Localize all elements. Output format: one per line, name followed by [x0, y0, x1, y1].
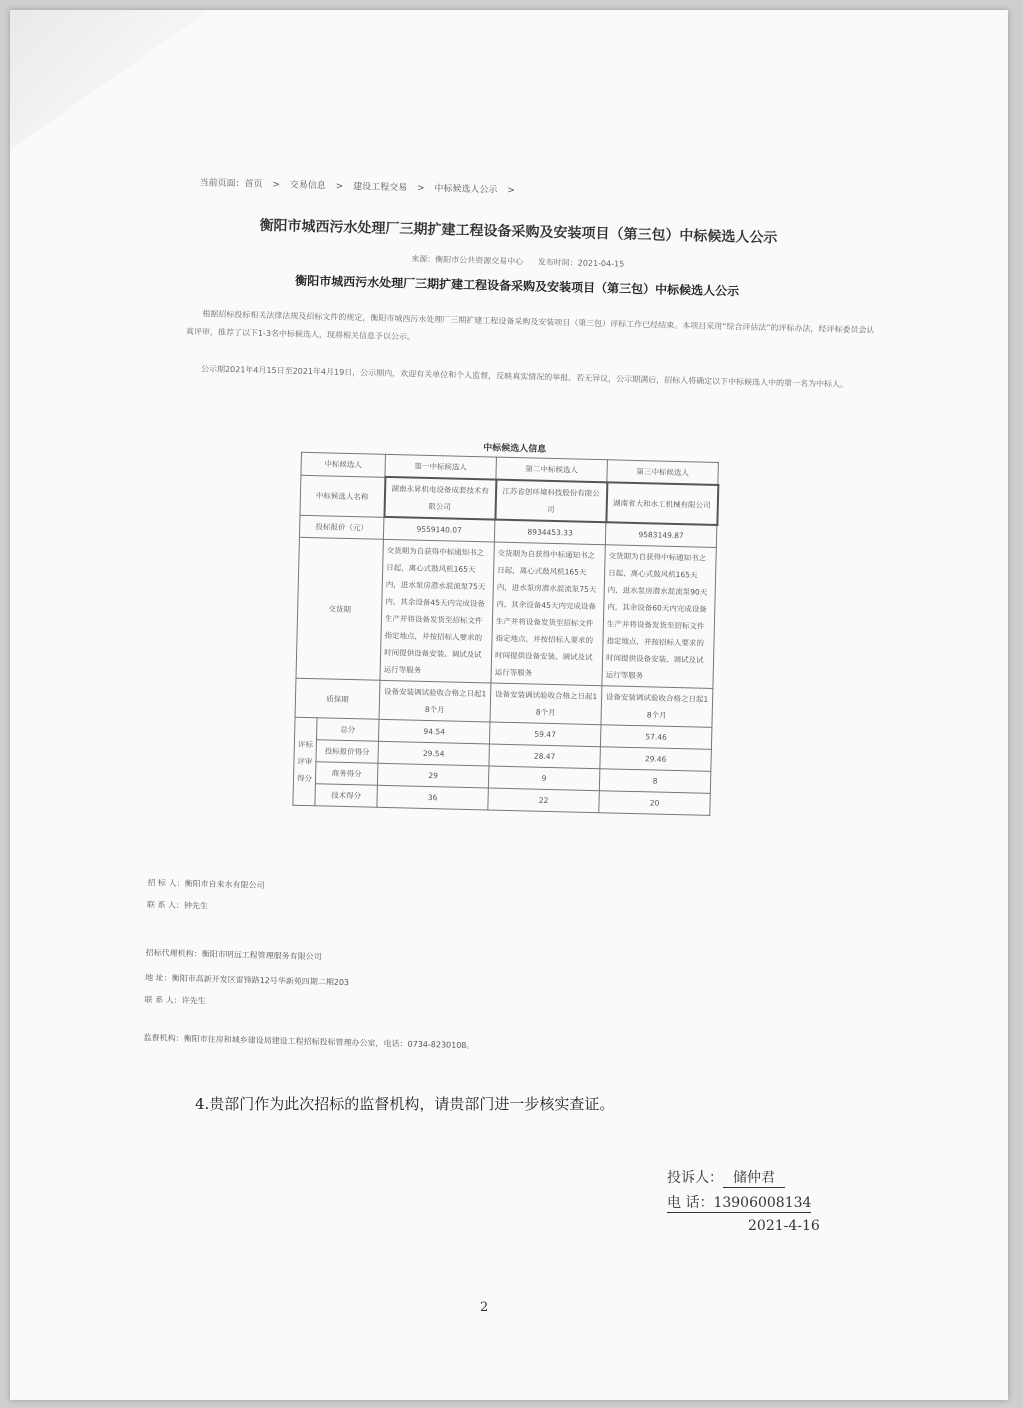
table-header-cell: 第三中标候选人 — [607, 460, 719, 485]
breadcrumb-separator: > — [272, 180, 281, 191]
breadcrumb-separator: > — [335, 181, 344, 192]
score-label: 商务得分 — [315, 762, 378, 786]
breadcrumb-item: 中标候选人公示 — [434, 183, 498, 196]
source-from: 来源：衡阳市公共资源交易中心 — [411, 254, 524, 267]
table-header-cell: 第二中标候选人 — [496, 457, 608, 482]
page-number: 2 — [480, 1300, 489, 1315]
phone-number: 13906008134 — [713, 1195, 812, 1211]
supervisor-info: 监督机构：衡阳市住房和城乡建设局建设工程招标投标管理办公室，电话：0734-8230108。 — [143, 1033, 475, 1051]
score-group-label: 评标评审得分 — [293, 717, 317, 806]
publicity-paragraph: 公示期2021年4月15日至2021年4月19日，公示期内，欢迎有关单位和个人监督，反映真实情况的举报。若无异议，公示期满后，招标人将确定以下中标候选人中的第一名为中标人。 — [200, 364, 849, 390]
score-value: 57.46 — [600, 725, 712, 750]
agency-contact: 联 系 人：许先生 — [144, 995, 206, 1006]
score-value: 29.46 — [600, 747, 712, 772]
row-label: 投标报价（元） — [299, 515, 384, 540]
delivery-term: 交货期为自获得中标通知书之日起，离心式鼓风机165天内，进水泵房潜水混流泵75天内，其余设备45天内完成设备生产并将设备发货至招标文件指定地点，并按招标人要求的时间提供设备安装、调试及试运行等服务 — [491, 542, 605, 686]
score-label: 投标报价得分 — [316, 740, 379, 764]
breadcrumb-item: 当前页面：首页 — [199, 178, 263, 190]
score-label: 总分 — [316, 718, 379, 742]
score-label: 技术得分 — [315, 784, 378, 808]
warranty-term: 设备安装调试验收合格之日起18个月 — [379, 680, 491, 722]
score-value: 28.47 — [489, 744, 601, 769]
score-value: 22 — [488, 788, 600, 813]
bid-price: 8934453.33 — [494, 520, 606, 545]
complainant-signature: 储仲君 — [723, 1167, 785, 1188]
row-label: 交货期 — [296, 537, 383, 680]
score-value: 94.54 — [378, 719, 490, 744]
bid-price: 9583149.87 — [605, 522, 717, 547]
score-value: 29.54 — [378, 741, 490, 766]
candidate-table — [292, 452, 719, 816]
table-header-cell: 第一中标候选人 — [385, 454, 497, 479]
tenderer-contact: 联 系 人：钟先生 — [146, 900, 209, 911]
bid-price: 9559140.07 — [383, 517, 495, 542]
phone-line — [667, 1192, 811, 1213]
phone-value — [667, 1192, 811, 1213]
delivery-term: 交货期为自获得中标通知书之日起，离心式鼓风机165天内，进水泵房潜水混流泵90天内，其余设备60天内完成设备生产并将设备发货至招标文件指定地点，并按招标人要求的时间提供设备安装、调试及试运行等服务 — [602, 545, 716, 689]
breadcrumb-item: 建设工程交易 — [353, 181, 408, 194]
intro-paragraph: 根据招标投标相关法律法规及招标文件的规定，衡阳市城西污水处理厂三期扩建工程设备采购及安装项目（第三包）评标工作已经结束。本项目采用“综合评估法”的评标办法，经评标委员会认真评审，推荐了以下1-3名中标候选人，现将相关信息予以公示。 — [185, 309, 875, 342]
score-value: 59.47 — [489, 722, 601, 747]
score-value: 29 — [377, 763, 489, 788]
warranty-term: 设备安装调试验收合格之日起18个月 — [490, 683, 602, 725]
score-value: 9 — [488, 766, 600, 791]
page-title: 衡阳市城西污水处理厂三期扩建工程设备采购及安装项目（第三包）中标候选人公示 — [259, 217, 778, 247]
warranty-term: 设备安装调试验收合格之日起18个月 — [601, 686, 713, 728]
tenderer: 招 标 人：衡阳市自来水有限公司 — [147, 878, 265, 891]
complainant-label: 投诉人： — [667, 1170, 723, 1186]
candidate-name: 江苏省创环境科技股份有限公司 — [495, 480, 607, 523]
publish-date: 发布时间：2021-04-15 — [537, 257, 625, 269]
complaint-notice: 4.贵部门作为此次招标的监督机构，请贵部门进一步核实查证。 — [195, 1095, 615, 1113]
breadcrumb — [199, 175, 522, 196]
notice-subtitle: 衡阳市城西污水处理厂三期扩建工程设备采购及安装项目（第三包）中标候选人公示 — [295, 273, 740, 299]
complainant-line — [667, 1167, 785, 1188]
breadcrumb-separator: > — [507, 185, 515, 196]
score-value: 8 — [599, 769, 711, 794]
phone-label: 电 话： — [667, 1195, 714, 1211]
score-value: 20 — [599, 791, 711, 816]
tender-agency: 招标代理机构：衡阳市明远工程管理服务有限公司 — [145, 948, 322, 962]
breadcrumb-item: 交易信息 — [289, 180, 326, 192]
row-label: 中标候选人名称 — [300, 475, 385, 517]
breadcrumb-separator: > — [416, 183, 425, 194]
table-header-cell: 中标候选人 — [301, 452, 386, 477]
candidate-name: 湖南省大和水工机械有限公司 — [606, 482, 718, 525]
table-caption: 中标候选人信息 — [483, 443, 547, 455]
delivery-term: 交货期为自获得中标通知书之日起，离心式鼓风机165天内，进水泵房潜水混流泵75天内，其余设备45天内完成设备生产并将设备发货至招标文件指定地点，并按招标人要求的时间提供设备安装、调试及试运行等服务 — [380, 539, 494, 683]
agency-address: 地 址：衡阳市高新开发区雷锋路12号华新苑四期二期203 — [145, 973, 350, 988]
pasted-notice-sheet — [143, 165, 890, 1051]
row-label: 质保期 — [295, 678, 380, 719]
candidate-name: 湖南永昇机电设备成套技术有限公司 — [384, 477, 496, 520]
signature-date: 2021-4-16 — [748, 1218, 820, 1234]
table-row — [296, 537, 716, 688]
score-value: 36 — [377, 785, 489, 810]
